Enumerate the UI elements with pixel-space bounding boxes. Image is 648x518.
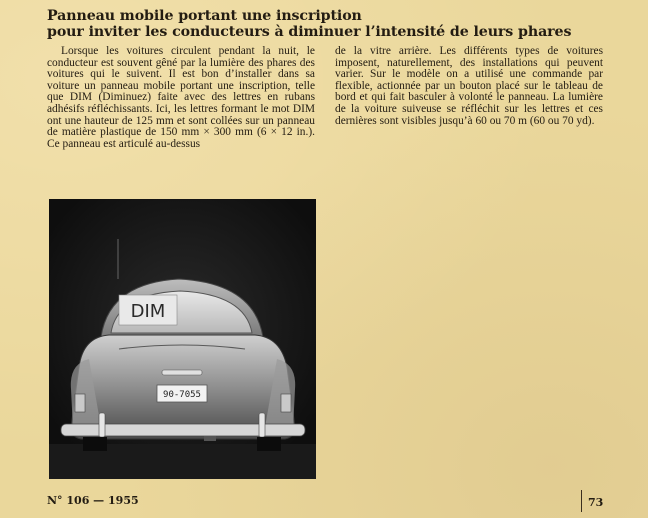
page-number: 73 xyxy=(588,496,604,509)
car-rear-illustration xyxy=(49,199,316,479)
car-photo xyxy=(49,199,316,479)
article-title xyxy=(47,9,607,40)
title-line-2: pour inviter les conducteurs à diminuer l’intensité de leurs phares xyxy=(47,23,572,40)
article-right-column: de la vitre arrière. Les différents types de voitures imposent, naturellement, des installations qui peuvent varier. Sur le modèle on a utilisé une commande par flexible, actionnée par un bouton placé sur le tableau de bord et qui fait basculer à volonté le panneau. La lumière de la voiture suiveuse se réfléchit sur les lettres et ces dernières sont visibles jusqu’à 60 ou 70 m (60 ou 70 yd). xyxy=(335,45,603,127)
footer-divider xyxy=(581,490,582,512)
dim-sign-text: DIM xyxy=(130,301,166,322)
title-line-1: Panneau mobile portant une inscription xyxy=(47,8,362,24)
license-plate-text: 90-7055 xyxy=(163,390,201,400)
article-left-column: Lorsque les voitures circulent pendant la nuit, le conducteur est souvent gêné par la lumière des phares des voitures qui le suivent. Il est bon d’installer dans sa voiture un panneau mobile portant une inscription, telle que DIM (Diminuez) faite avec des lettres en rubans adhésifs réfléchissants. Ici, les lettres formant le mot DIM ont une hauteur de 125 mm et sont collées sur un panneau de matière plastique de 150 mm × 300 mm (6 × 12 in.). Ce panneau est articulé au-dessus xyxy=(47,45,315,150)
issue-footer: N° 106 — 1955 xyxy=(47,494,139,507)
